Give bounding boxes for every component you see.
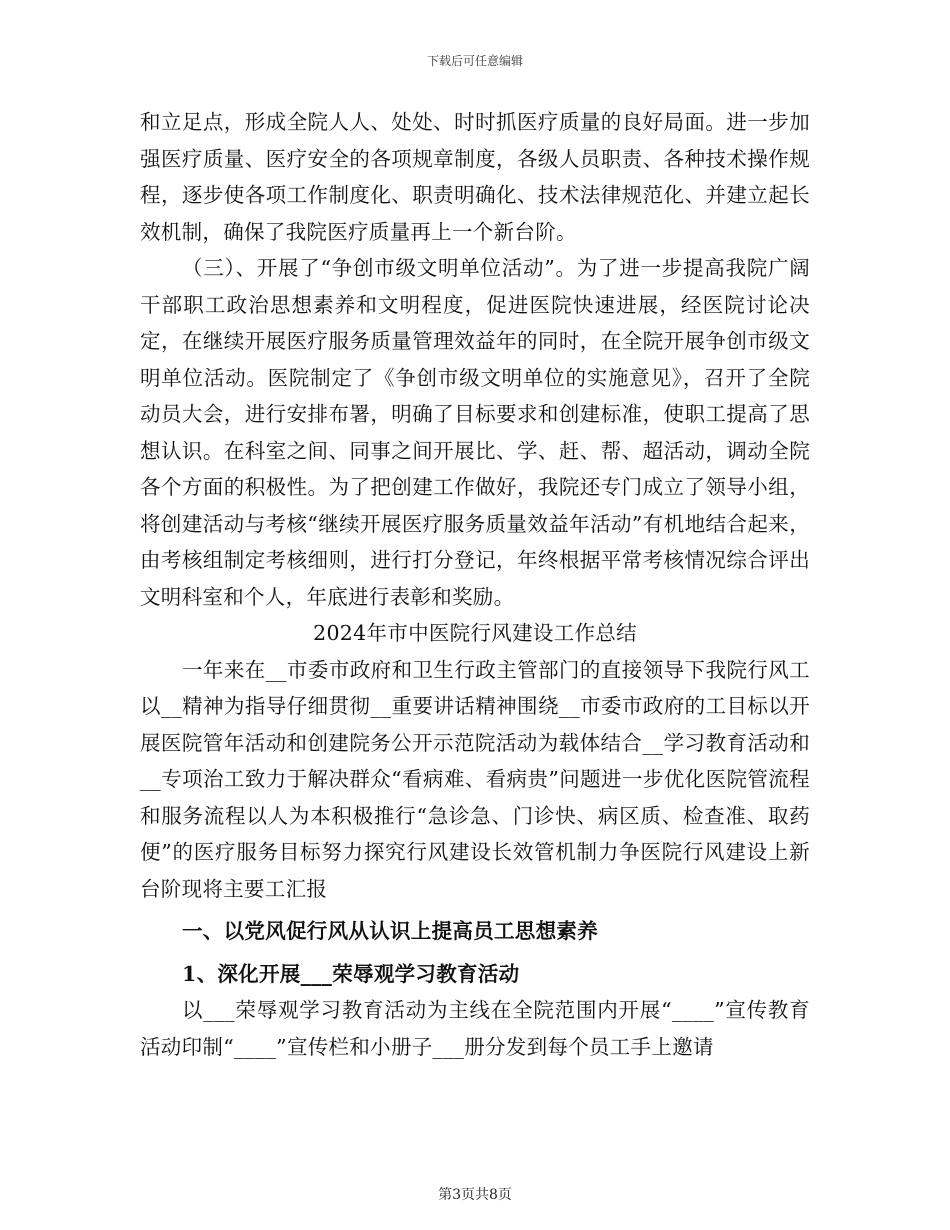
- paragraph-civilization-activity: （三）、开展了“争创市级文明单位活动”。为了进一步提高我院广阔干部职工政治思想素养和文明程度，促进医院快速进展，经医院讨论决定，在继续开展医疗服务质量管理效益年的同时，在全院开展争创市级文明单位活动。医院制定了《争创市级文明单位的实施意见》，召开了全院动员大会，进行安排布署，明确了目标要求和创建标准，使职工提高了思想认识。在科室之间、同事之间开展比、学、赶、帮、超活动，调动全院各个方面的积极性。为了把创建工作做好，我院还专门成立了领导小组，将创建活动与考核“继续开展医疗服务质量效益年活动”有机地结合起来，由考核组制定考核细则，进行打分登记，年终根据平常考核情况综合评出文明科室和个人，年底进行表彰和奖励。: [140, 256, 810, 609]
- page-footer: 第3页共8页: [438, 1187, 512, 1203]
- page-header: 下载后可任意编辑: [426, 54, 523, 68]
- paragraph-intro: 一年来在__市委市政府和卫生行政主管部门的直接领导下我院行风工以__精神为指导仔细贯彻__重要讲话精神围绕__市委市政府的工目标以开展医院管年活动和创建院务公开示范院活动为载体结合__学习教育活动和__专项治工致力于解决群众“看病难、看病贵”问题进一步优化医院管流程和服务流程以人为本积极推行“急诊急、门诊快、病区质、检查准、取药便”的医疗服务目标努力探究行风建设长效管机制力争医院行风建设上新台阶现将主要工汇报: [140, 657, 810, 901]
- document-body: [140, 104, 810, 1065]
- section-title: 2024年市中医院行风建设工作总结: [313, 621, 637, 645]
- paragraph-continuation: 和立足点，形成全院人人、处处、时时抓医疗质量的良好局面。进一步加强医疗质量、医疗安全的各项规章制度，各级人员职责、各种技术操作规程，逐步使各项工作制度化、职责明确化、技术法律规范化、并建立起长效机制，确保了我院医疗质量再上一个新台阶。: [140, 110, 810, 244]
- paragraph-honor-education: 以___荣辱观学习教育活动为主线在全院范围内开展“____”宣传教育活动印制“____”宣传栏和小册子___册分发到每个员工手上邀请: [140, 998, 810, 1059]
- heading-level-2: 1、深化开展___荣辱观学习教育活动: [182, 961, 520, 986]
- heading-level-1: 一、以党风促行风从认识上提高员工思想素养: [182, 919, 598, 943]
